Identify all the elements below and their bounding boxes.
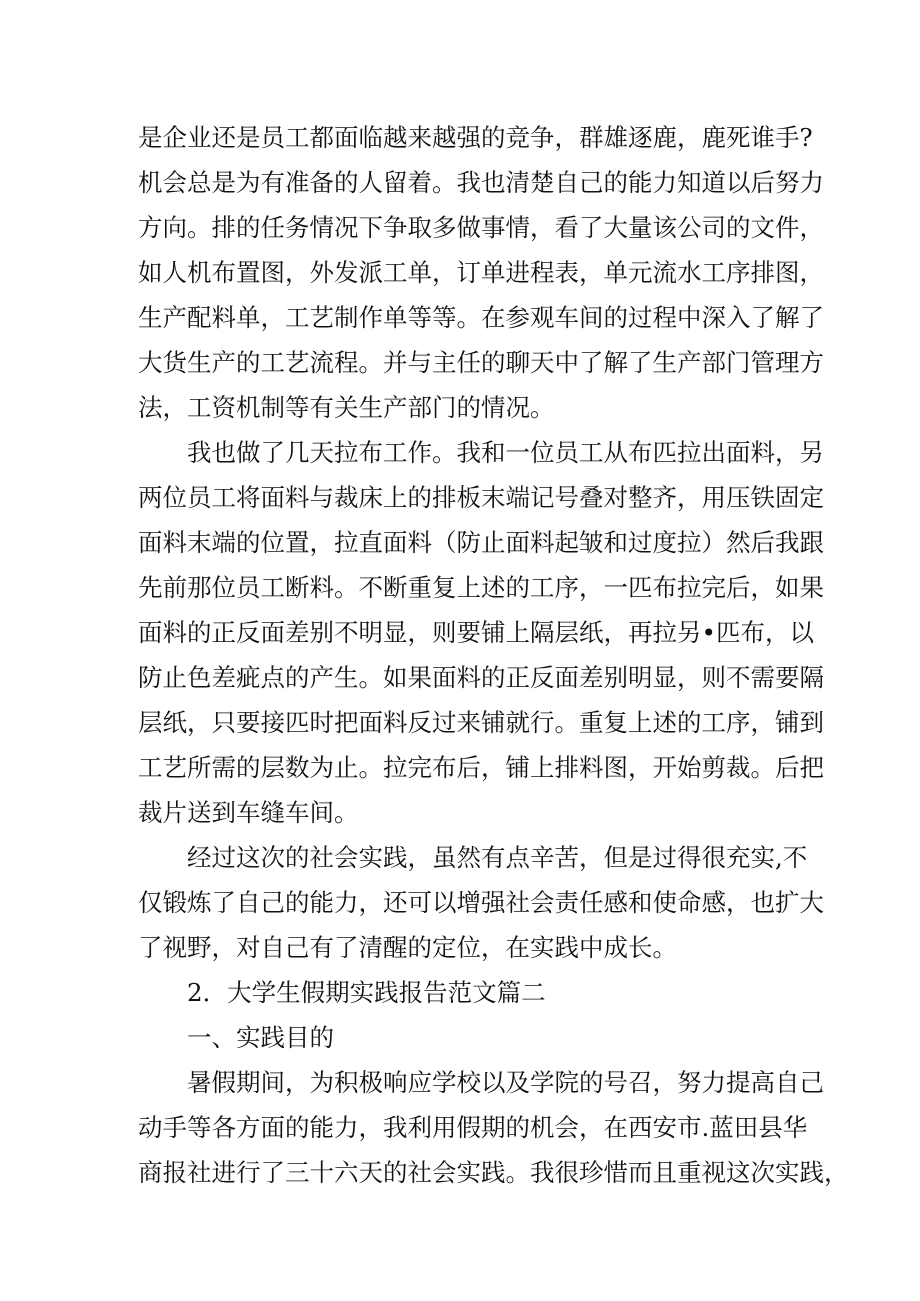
- text-line: 动手等各方面的能力，我利用假期的机会，在西安市.蓝田县华: [138, 1113, 808, 1142]
- paragraph: [138, 115, 824, 430]
- text-line: 面料末端的位置，拉直面料（防止面料起皱和过度拉）然后我跟: [138, 528, 824, 557]
- text-line: 机会总是为有准备的人留着。我也清楚自己的能力知道以后努力: [138, 168, 824, 197]
- text-line: 两位员工将面料与裁床上的排板末端记号叠对整齐，用压铁固定: [138, 483, 824, 512]
- text-line: 商报社进行了三十六天的社会实践。我很珍惜而且重视这次实践，: [138, 1158, 849, 1187]
- text-line: 先前那位员工断料。不断重复上述的工序，一匹布拉完后，如果: [138, 573, 824, 602]
- text-line: 面料的正反面差别不明显，则要铺上隔层纸，再拉另•匹布，以: [138, 618, 814, 647]
- paragraph: [138, 835, 824, 970]
- paragraph: [138, 430, 824, 835]
- section-heading: [138, 970, 788, 1015]
- text-line: 暑假期间，为积极响应学校以及学院的号召，努力提高自己: [187, 1068, 824, 1097]
- text-line: 裁片送到车缝车间。: [138, 798, 359, 827]
- text-line: 生产配料单，工艺制作单等等。在参观车间的过程中深入了解了: [138, 303, 824, 332]
- text-line: 防止色差疵点的产生。如果面料的正反面差别明显，则不需要隔: [138, 663, 824, 692]
- text-line: 法，工资机制等有关生产部门的情况。: [138, 393, 555, 422]
- text-line: 2．大学生假期实践报告范文篇二: [187, 978, 546, 1007]
- text-line: 一、实践目的: [187, 1023, 334, 1052]
- text-line: 层纸，只要接匹时把面料反过来铺就行。重复上述的工序，铺到: [138, 708, 824, 737]
- text-line: 工艺所需的层数为止。拉完布后，铺上排料图，开始剪裁。后把: [138, 753, 824, 782]
- text-line: 了视野，对自己有了清醒的定位，在实践中成长。: [138, 933, 677, 962]
- paragraph: [138, 1060, 849, 1195]
- text-line: 经过这次的社会实践，虽然有点辛苦，但是过得很充实,不: [187, 843, 808, 872]
- text-line: 是企业还是员工都面临越来越强的竞争，群雄逐鹿，鹿死谁手?: [138, 123, 813, 152]
- text-line: 仅锻炼了自己的能力，还可以增强社会责任感和使命感，也扩大: [138, 888, 824, 917]
- document-page: [138, 115, 849, 1195]
- subsection-heading: [138, 1015, 788, 1060]
- text-line: 大货生产的工艺流程。并与主任的聊天中了解了生产部门管理方: [138, 348, 824, 377]
- text-line: 方向。排的任务情况下争取多做事情，看了大量该公司的文件，: [138, 213, 824, 242]
- text-line: 如人机布置图，外发派工单，订单进程表，单元流水工序排图，: [138, 258, 824, 287]
- text-line: 我也做了几天拉布工作。我和一位员工从布匹拉出面料，另: [187, 438, 824, 467]
